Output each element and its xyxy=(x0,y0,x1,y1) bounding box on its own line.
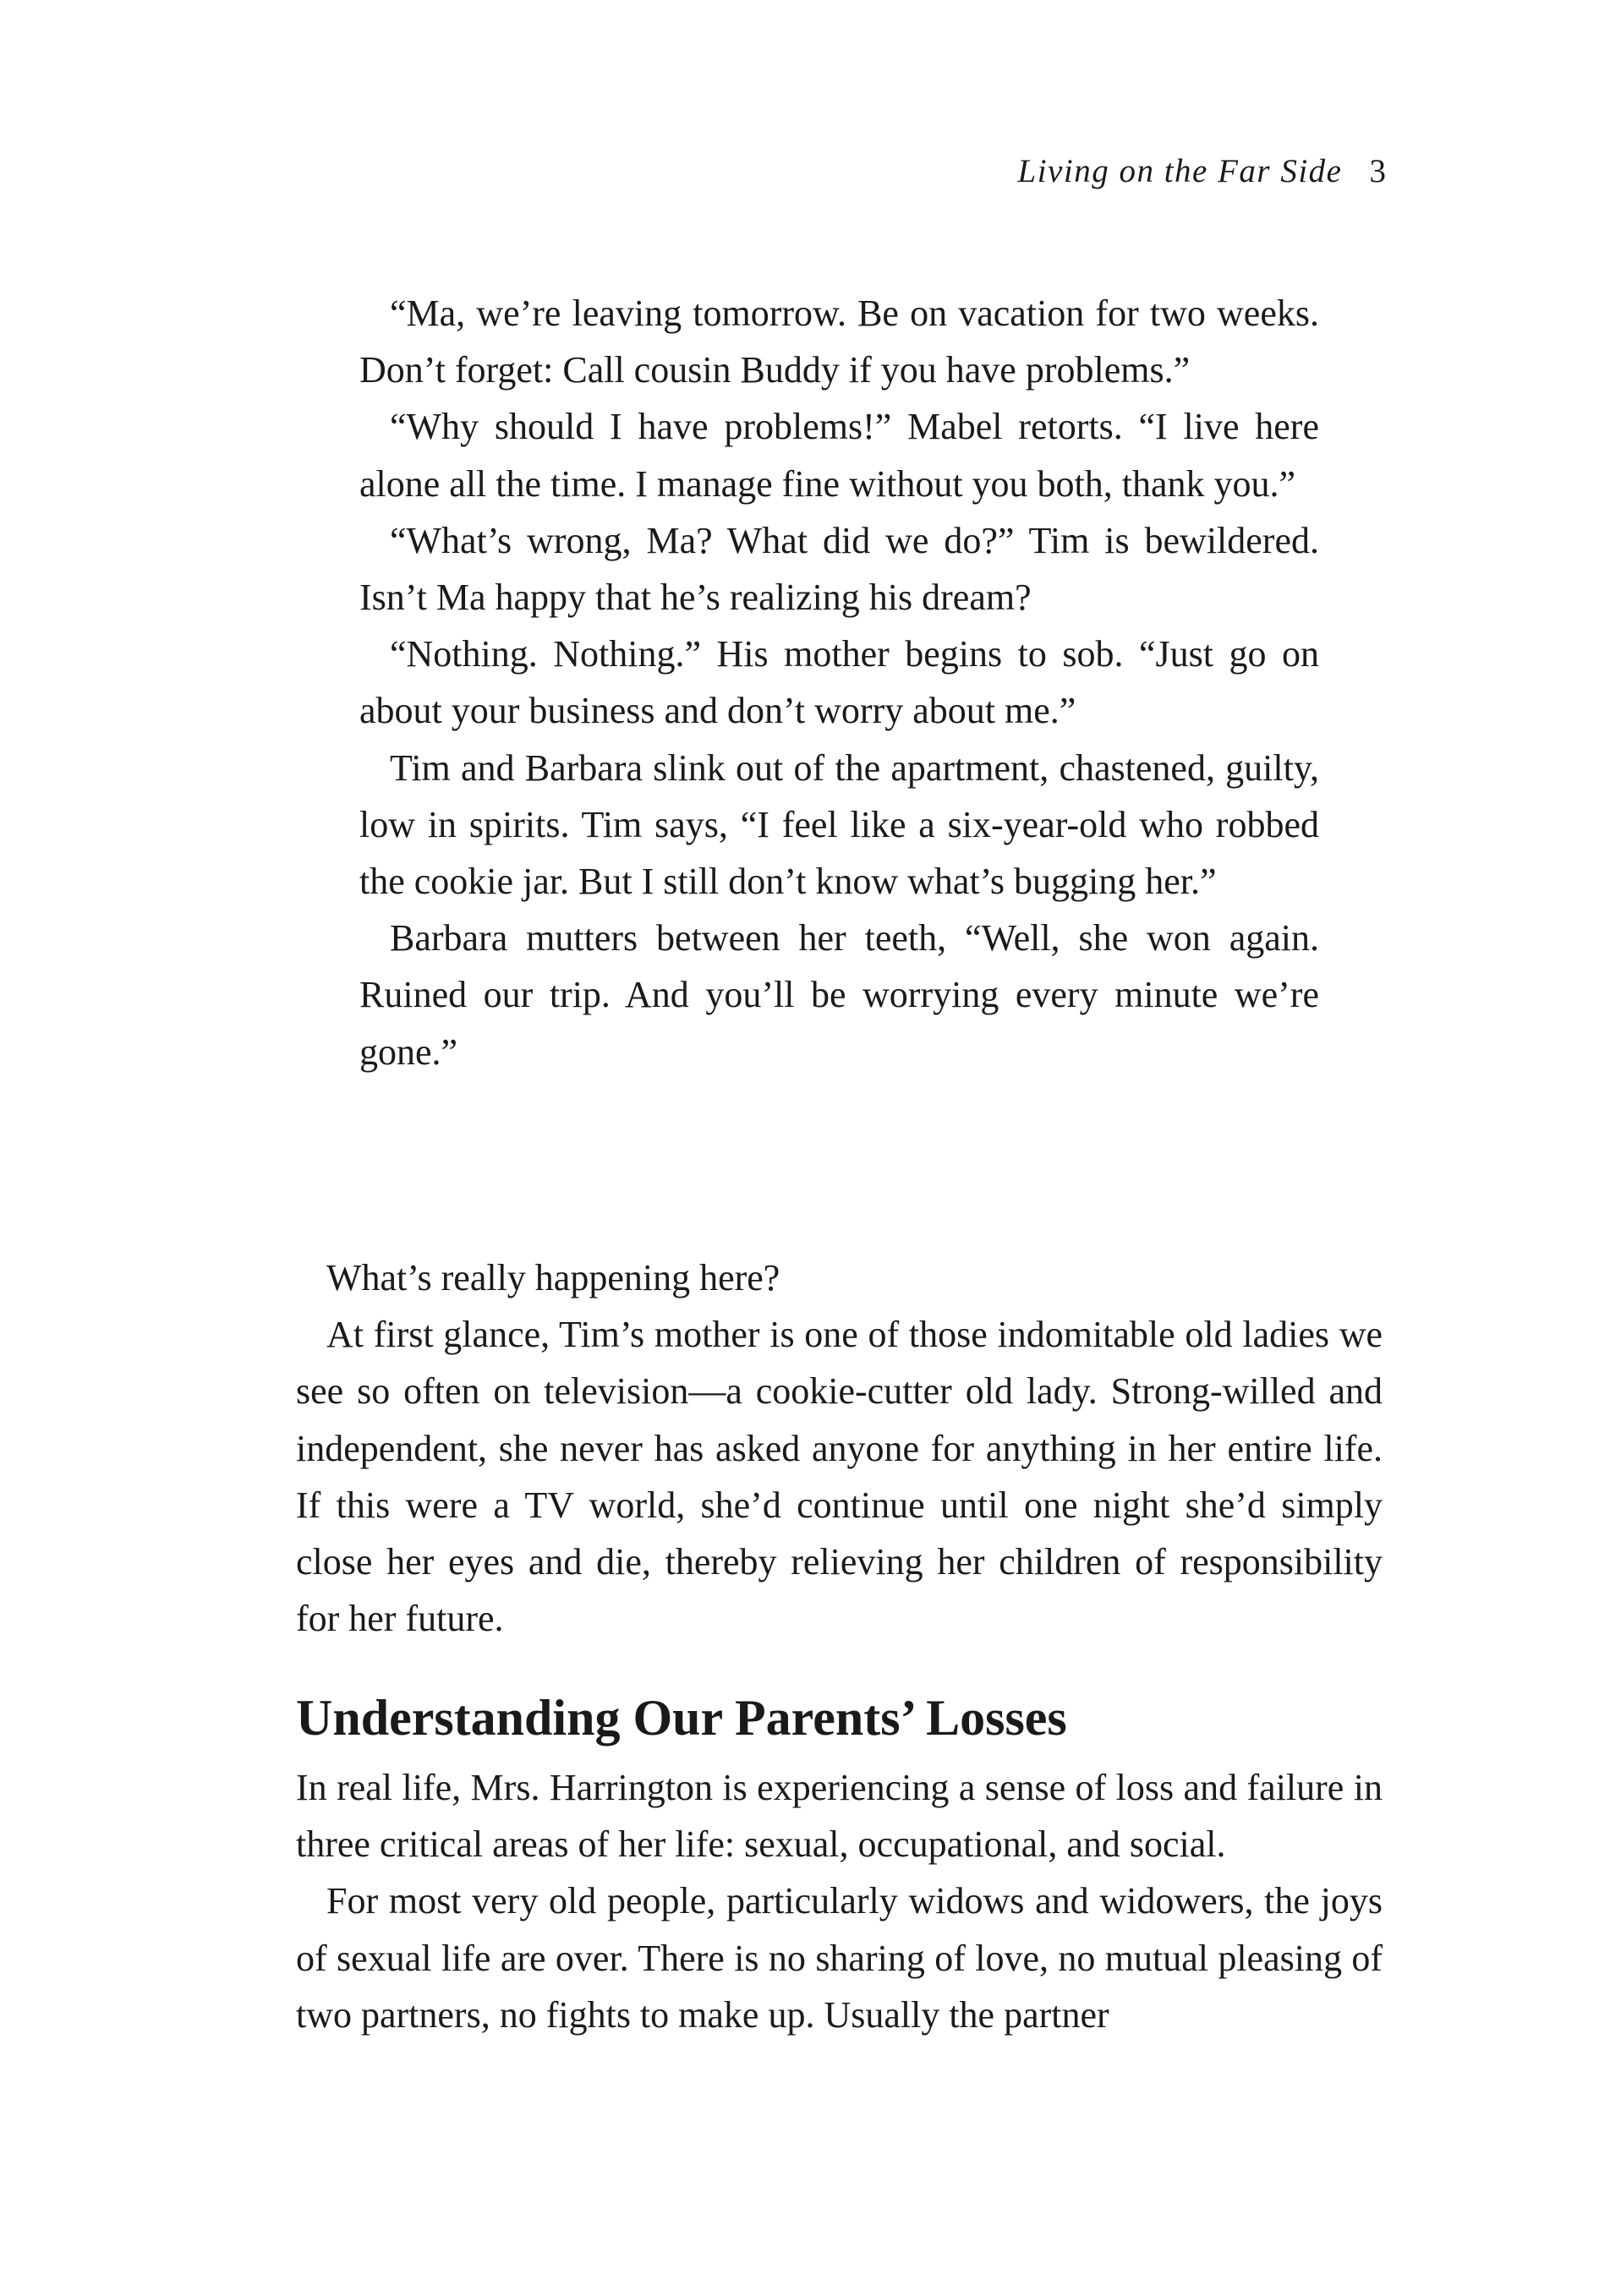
body-paragraph: At first glance, Tim’s mother is one of those indomitable old ladies we see so often on television—a cookie-cutter old lady. Strong-willed and independent, she never has asked anyone for anything in her entire life. If this were a TV world, she’d continue until one night she’d simply close her eyes and die, thereby relieving her children of responsibility for her future. xyxy=(296,1314,1383,1640)
body-paragraph: What’s really happening here? xyxy=(326,1257,780,1298)
extract-paragraph: “Ma, we’re leaving tomorrow. Be on vacation for two weeks. Don’t forget: Call cousin Buddy if you have problems.” xyxy=(359,292,1319,391)
extract-paragraph: “Nothing. Nothing.” His mother begins to sob. “Just go on about your business and don’t worry about me.” xyxy=(359,633,1319,732)
body-text-after-heading xyxy=(296,1759,1383,2043)
running-head xyxy=(1018,152,1386,191)
body-text-before-heading xyxy=(296,1249,1383,1647)
extract-paragraph: Tim and Barbara slink out of the apartment, chastened, guilty, low in spirits. Tim says, “I feel like a six-year-old who robbed the cookie jar. But I still don’t know what’s bugging her.” xyxy=(359,746,1319,903)
extract-paragraph: Barbara mutters between her teeth, “Well, she won again. Ruined our trip. And you’ll be worrying every minute we’re gone.” xyxy=(359,917,1319,1073)
section-heading: Understanding Our Parents’ Losses xyxy=(296,1690,1067,1746)
body-paragraph: For most very old people, particularly widows and widowers, the joys of sexual life are over. There is no sharing of love, no mutual pleasing of two partners, no fights to make up. Usually the partner xyxy=(296,1880,1383,2036)
page-number: 3 xyxy=(1369,153,1386,189)
extract-paragraph: “What’s wrong, Ma? What did we do?” Tim is bewildered. Isn’t Ma happy that he’s realizing his dream? xyxy=(359,519,1319,619)
body-paragraph: In real life, Mrs. Harrington is experiencing a sense of loss and failure in three critical areas of her life: sexual, occupational, and social. xyxy=(296,1767,1383,1866)
running-head-title: Living on the Far Side xyxy=(1017,153,1343,189)
extract-paragraph: “Why should I have problems!” Mabel retorts. “I live here alone all the time. I manage fine without you both, thank you.” xyxy=(359,406,1319,505)
dialogue-extract xyxy=(359,285,1319,1080)
